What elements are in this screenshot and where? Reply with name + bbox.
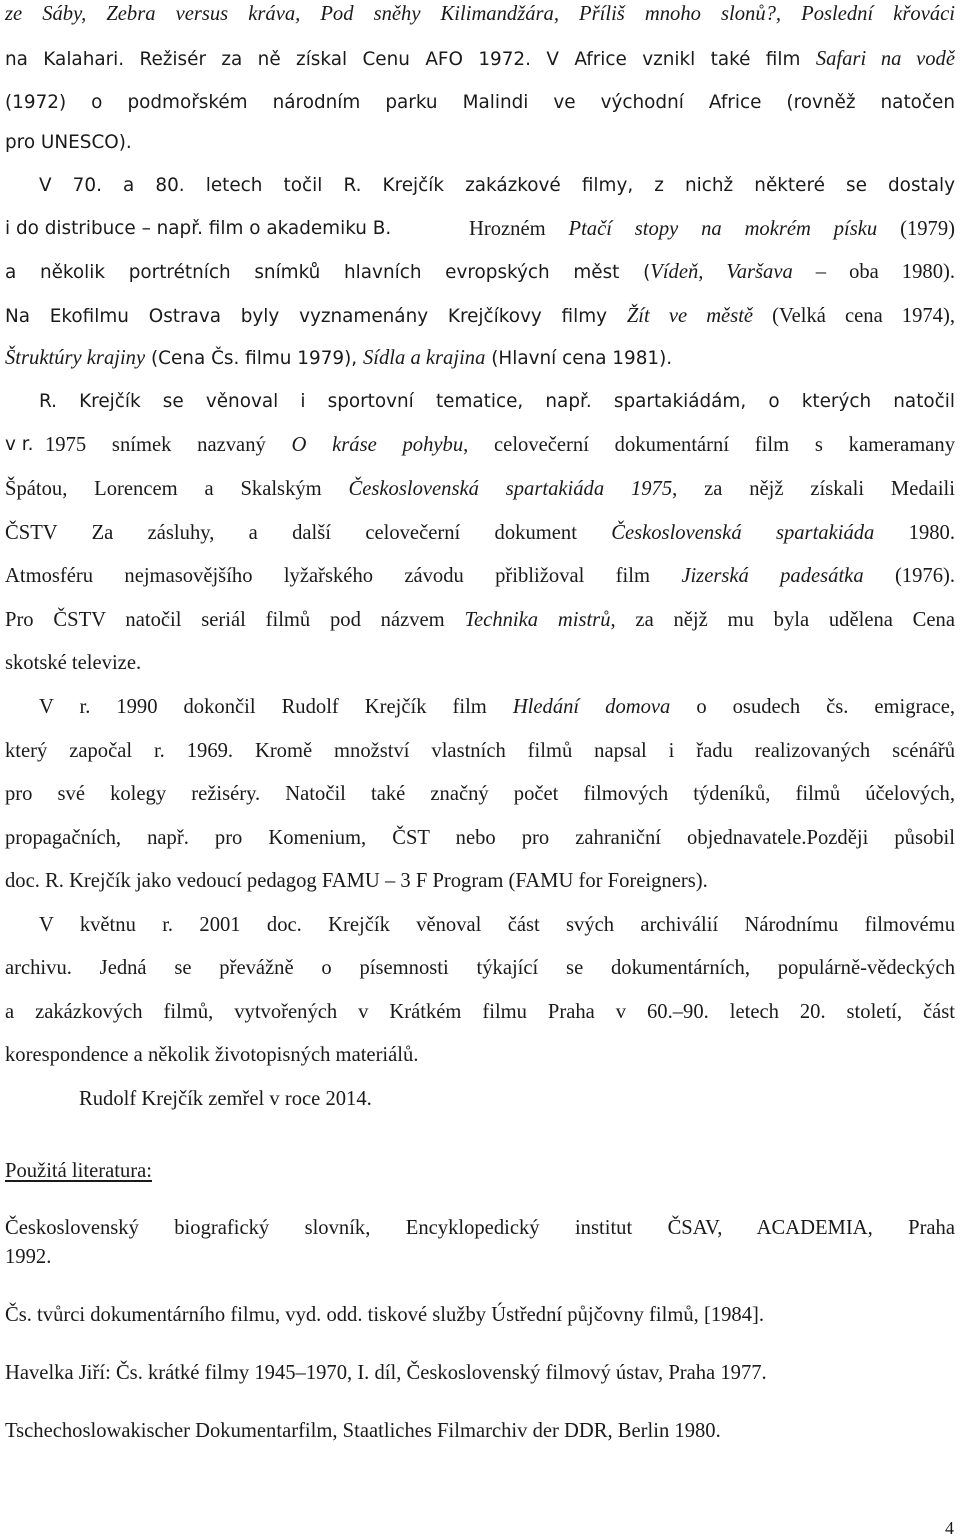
text-plain: 1992.: [5, 1246, 52, 1268]
page-number: 4: [945, 1518, 954, 1538]
text-line: [39, 695, 955, 719]
text-plain: , za nějž mu byla udělena Cena: [610, 609, 955, 631]
text-italic: Jizerská padesátka: [681, 565, 864, 587]
document-page: [5, 0, 955, 1537]
text-line: [5, 1043, 418, 1067]
text-sans: na Kalahari. Režisér za ně získal Cenu AFO 1972. V Africe vznikl také film: [5, 49, 816, 70]
text-plain: Špátou, Lorencem a Skalským: [5, 478, 349, 500]
text-plain: který započal r. 1969. Kromě množství vlastních filmů napsal i řadu realizovaných scénářů: [5, 740, 955, 762]
text-plain: , celovečerní dokumentární film s kameramany: [463, 434, 955, 456]
text-italic: Československá spartakiáda 1975: [348, 478, 673, 500]
text-plain: V r. 1990 dokončil Rudolf Krejčík film: [39, 696, 513, 718]
literature-item: Tschechoslowakischer Dokumentarfilm, Staatliches Filmarchiv der DDR, Berlin 1980.: [5, 1420, 721, 1442]
text-plain: , za nějž získali Medaili: [672, 478, 955, 500]
text-plain: a zakázkových filmů, vytvořených v Krátkém filmu Praha v 60.–90. letech 20. století, část: [5, 1001, 955, 1023]
text-plain: Československý biografický slovník, Encyklopedický institut ČSAV, ACADEMIA, Praha: [5, 1217, 955, 1239]
text-line: [39, 174, 955, 198]
text-italic: ze Sáby, Zebra versus kráva, Pod sněhy Kilimandžára, Příliš mnoho slonů?, Poslední křováci: [5, 3, 955, 25]
text-plain: skotské televize.: [5, 652, 142, 674]
text-plain: (1976).: [863, 565, 955, 587]
text-line: [5, 477, 955, 501]
text-line: [39, 913, 955, 937]
literature-item: [5, 1216, 955, 1240]
text-plain: Atmosféru nejmasovějšího lyžařského závodu přibližoval film: [5, 565, 682, 587]
text-line: [5, 91, 955, 115]
text-line: [469, 217, 955, 241]
text-line: [5, 433, 33, 457]
text-line: [5, 869, 708, 893]
literature-item: [5, 1245, 51, 1269]
text-italic: Žít ve městě: [626, 305, 754, 327]
text-line: [5, 608, 955, 632]
text-line: [5, 346, 672, 371]
text-italic: Sídla a krajina: [362, 347, 486, 369]
text-sans: Na Ekofilmu Ostrava byly vyznamenány Krejčíkovy filmy: [5, 306, 627, 327]
text-line: [5, 131, 132, 155]
text-line: [5, 1000, 955, 1024]
text-line: [5, 739, 955, 763]
text-sans: a několik portrétních snímků hlavních evropských měst (: [5, 262, 651, 283]
text-sans: v r.: [5, 434, 34, 455]
text-italic: O kráse pohybu: [291, 434, 464, 456]
text-plain: Rudolf Krejčík zemřel v roce 2014.: [79, 1088, 372, 1110]
text-line: [79, 1087, 372, 1111]
text-plain: korespondence a několik životopisných materiálů.: [5, 1044, 419, 1066]
literature-item: Havelka Jiří: Čs. krátké filmy 1945–1970, I. díl, Československý filmový ústav, Praha 1977.: [5, 1362, 767, 1384]
text-plain: o osudech čs. emigrace,: [670, 696, 955, 718]
text-line: [39, 390, 955, 414]
text-italic: Československá spartakiáda: [611, 522, 875, 544]
text-italic: Štruktúry krajiny: [5, 347, 146, 369]
text-italic: Hledání domova: [512, 696, 671, 718]
text-plain: Pro ČSTV natočil seriál filmů pod názvem: [5, 609, 465, 631]
text-plain: (1979): [877, 218, 955, 240]
text-plain: Hrozném: [469, 218, 569, 240]
text-plain: (Velká cena 1974),: [753, 305, 955, 327]
text-italic: Technika mistrů: [464, 609, 611, 631]
text-italic: Safari na vodě: [815, 48, 955, 70]
text-plain: 1975 snímek nazvaný: [45, 434, 292, 456]
text-line: [5, 521, 955, 545]
text-line: [45, 433, 955, 457]
text-plain: V květnu r. 2001 doc. Krejčík věnoval část svých archiválií Národnímu filmovému: [39, 914, 955, 936]
text-sans: (Hlavní cena 1981).: [485, 348, 673, 369]
text-italic: Vídeň, Varšava: [650, 261, 793, 283]
text-sans: (Cena Čs. filmu 1979),: [145, 348, 363, 369]
text-plain: – oba 1980).: [792, 261, 955, 283]
text-line: [5, 260, 955, 285]
text-line: [5, 782, 955, 806]
text-plain: doc. R. Krejčík jako vedoucí pedagog FAMU – 3 F Program (FAMU for Foreigners).: [5, 870, 708, 892]
literature-heading: Použitá literatura:: [5, 1160, 152, 1182]
text-plain: archivu. Jedná se převážně o písemnosti týkající se dokumentárních, populárně-vědeckých: [5, 957, 955, 979]
text-sans: (1972) o podmořském národním parku Malindi ve východní Africe (rovněž natočen: [5, 92, 955, 113]
text-line: [5, 651, 141, 675]
text-sans: pro UNESCO).: [5, 132, 132, 153]
literature-item: Čs. tvůrci dokumentárního filmu, vyd. odd. tiskové služby Ústřední půjčovny filmů, [1984].: [5, 1304, 765, 1326]
text-line: [5, 47, 955, 72]
text-plain: 1980.: [874, 522, 955, 544]
text-plain: pro své kolegy režiséry. Natočil také značný počet filmových týdeníků, filmů účelových,: [5, 783, 955, 805]
text-plain: ČSTV Za zásluhy, a další celovečerní dokument: [5, 522, 612, 544]
text-line: [5, 2, 955, 26]
text-line: [5, 304, 955, 329]
text-line: [5, 826, 955, 850]
text-line: [5, 217, 391, 241]
text-sans: i do distribuce – např. film o akademiku B.: [5, 218, 392, 239]
text-sans: R. Krejčík se věnoval i sportovní tematice, např. spartakiádám, o kterých natočil: [39, 391, 955, 412]
text-line: [5, 564, 955, 588]
text-italic: Ptačí stopy na mokrém písku: [568, 218, 878, 240]
text-plain: propagačních, např. pro Komenium, ČST nebo pro zahraniční objednavatele.Později působil: [5, 827, 955, 849]
text-sans: V 70. a 80. letech točil R. Krejčík zakázkové filmy, z nichž některé se dostaly: [39, 175, 955, 196]
text-line: [5, 956, 955, 980]
